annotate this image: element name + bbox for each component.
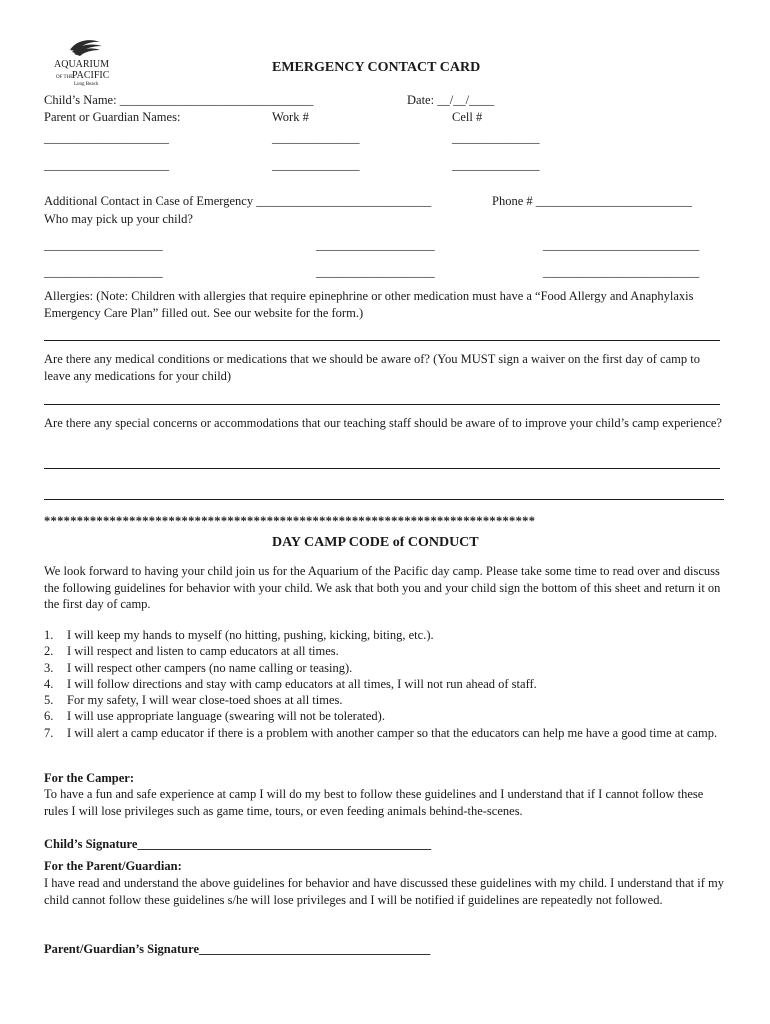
rule-number: 4. bbox=[44, 676, 54, 691]
cell-blank-1[interactable]: ______________ bbox=[452, 131, 540, 145]
conduct-intro: We look forward to having your child join us for the Aquarium of the Pacific day camp. Please take some time to read over and discuss the following guidelines for behavior with your child. We ask that both you and your child sign the bottom of this sheet and return it on the first day of camp. bbox=[44, 564, 721, 611]
parent-names-label: Parent or Guardian Names: bbox=[44, 110, 181, 124]
phone-field[interactable]: Phone # _________________________ bbox=[492, 194, 692, 208]
medical-question: Are there any medical conditions or medications that we should be aware of? (You MUST sign a waiver on the first day of camp to leave any medications for your child) bbox=[44, 352, 700, 383]
logo-line2-prefix: OF THE bbox=[56, 75, 74, 80]
child-signature-field[interactable]: Child’s Signature_______________________________________________ bbox=[44, 837, 432, 851]
pickup-question: Who may pick up your child? bbox=[44, 212, 193, 226]
rule-number: 2. bbox=[44, 644, 54, 659]
logo-line2-main: PACIFIC bbox=[72, 70, 110, 81]
parent-heading: For the Parent/Guardian: bbox=[44, 859, 182, 873]
parent-name-blank-1[interactable]: ____________________ bbox=[44, 131, 169, 145]
medical-answer-line[interactable] bbox=[44, 404, 720, 405]
pickup-blank-1b[interactable]: ___________________ bbox=[316, 238, 435, 252]
conduct-rules-list bbox=[44, 627, 726, 741]
pickup-blank-2c[interactable]: _________________________ bbox=[543, 265, 700, 279]
asterisk-separator: *************************************************************************** bbox=[44, 514, 536, 528]
logo-line1: AQUARIUM bbox=[54, 59, 109, 70]
rule-text: I will follow directions and stay with camp educators at all times, I will not run ahead of staff. bbox=[67, 676, 537, 691]
concerns-question: Are there any special concerns or accommodations that our teaching staff should be aware of to improve your child’s camp experience? bbox=[44, 416, 722, 430]
allergies-question: Allergies: (Note: Children with allergies that require epinephrine or other medication must have a “Food Allergy and Anaphylaxis Emergency Care Plan” filled out. See our website for the form.) bbox=[44, 289, 694, 320]
date-field[interactable]: Date: __/__/____ bbox=[407, 93, 495, 107]
list-item bbox=[44, 692, 726, 708]
list-item bbox=[44, 725, 726, 741]
camper-heading: For the Camper: bbox=[44, 771, 135, 785]
page-title: EMERGENCY CONTACT CARD bbox=[272, 60, 481, 75]
pickup-blank-1a[interactable]: ___________________ bbox=[44, 238, 163, 252]
list-item bbox=[44, 660, 726, 676]
list-item bbox=[44, 643, 726, 659]
rule-text: I will respect and listen to camp educators at all times. bbox=[67, 644, 339, 659]
list-item bbox=[44, 627, 726, 643]
work-label: Work # bbox=[272, 110, 309, 124]
childs-name-field[interactable]: Child’s Name: _______________________________ bbox=[44, 93, 314, 107]
rule-number: 3. bbox=[44, 660, 54, 675]
conduct-title: DAY CAMP CODE of CONDUCT bbox=[272, 535, 479, 550]
work-blank-1[interactable]: ______________ bbox=[272, 131, 360, 145]
rule-number: 6. bbox=[44, 709, 54, 724]
pickup-blank-1c[interactable]: _________________________ bbox=[543, 238, 700, 252]
rule-text: I will keep my hands to myself (no hitting, pushing, kicking, biting, etc.). bbox=[67, 628, 434, 642]
camper-text: To have a fun and safe experience at camp I will do my best to follow these guidelines and I understand that if I cannot follow these rules I will lose privileges such as game time, tours, or even feeding animals behind-the-scenes. bbox=[44, 787, 704, 818]
cell-blank-2[interactable]: ______________ bbox=[452, 158, 540, 172]
rule-number: 5. bbox=[44, 693, 54, 708]
rule-number: 1. bbox=[44, 628, 54, 642]
list-item bbox=[44, 708, 726, 724]
rule-text: For my safety, I will wear close-toed shoes at all times. bbox=[67, 693, 343, 708]
rule-text: I will use appropriate language (swearing will not be tolerated). bbox=[67, 709, 385, 724]
list-item bbox=[44, 676, 726, 692]
parent-signature-field[interactable]: Parent/Guardian’s Signature_____________________________________ bbox=[44, 942, 431, 956]
additional-contact-field[interactable]: Additional Contact in Case of Emergency ____________________________ bbox=[44, 194, 432, 208]
allergies-answer-line[interactable] bbox=[44, 340, 720, 341]
concerns-answer-line-2[interactable] bbox=[44, 499, 724, 500]
aquarium-logo bbox=[50, 36, 122, 88]
pickup-blank-2a[interactable]: ___________________ bbox=[44, 265, 163, 279]
logo-line3: Long Beach bbox=[74, 82, 99, 87]
cell-label: Cell # bbox=[452, 110, 483, 124]
parent-name-blank-2[interactable]: ____________________ bbox=[44, 158, 169, 172]
wave-logo-icon bbox=[50, 36, 122, 88]
pickup-blank-2b[interactable]: ___________________ bbox=[316, 265, 435, 279]
work-blank-2[interactable]: ______________ bbox=[272, 158, 360, 172]
rule-text: I will respect other campers (no name calling or teasing). bbox=[67, 660, 353, 675]
concerns-answer-line-1[interactable] bbox=[44, 468, 720, 469]
parent-text: I have read and understand the above guidelines for behavior and have discussed these guidelines with my child. I understand that if my child cannot follow these guidelines s/he will lose privileges and I will be notified if guidelines are repeatedly not followed. bbox=[44, 876, 725, 907]
rule-number: 7. bbox=[44, 725, 54, 740]
rule-text: I will alert a camp educator if there is a problem with another camper so that the educators can help me have a good time at camp. bbox=[67, 725, 718, 740]
